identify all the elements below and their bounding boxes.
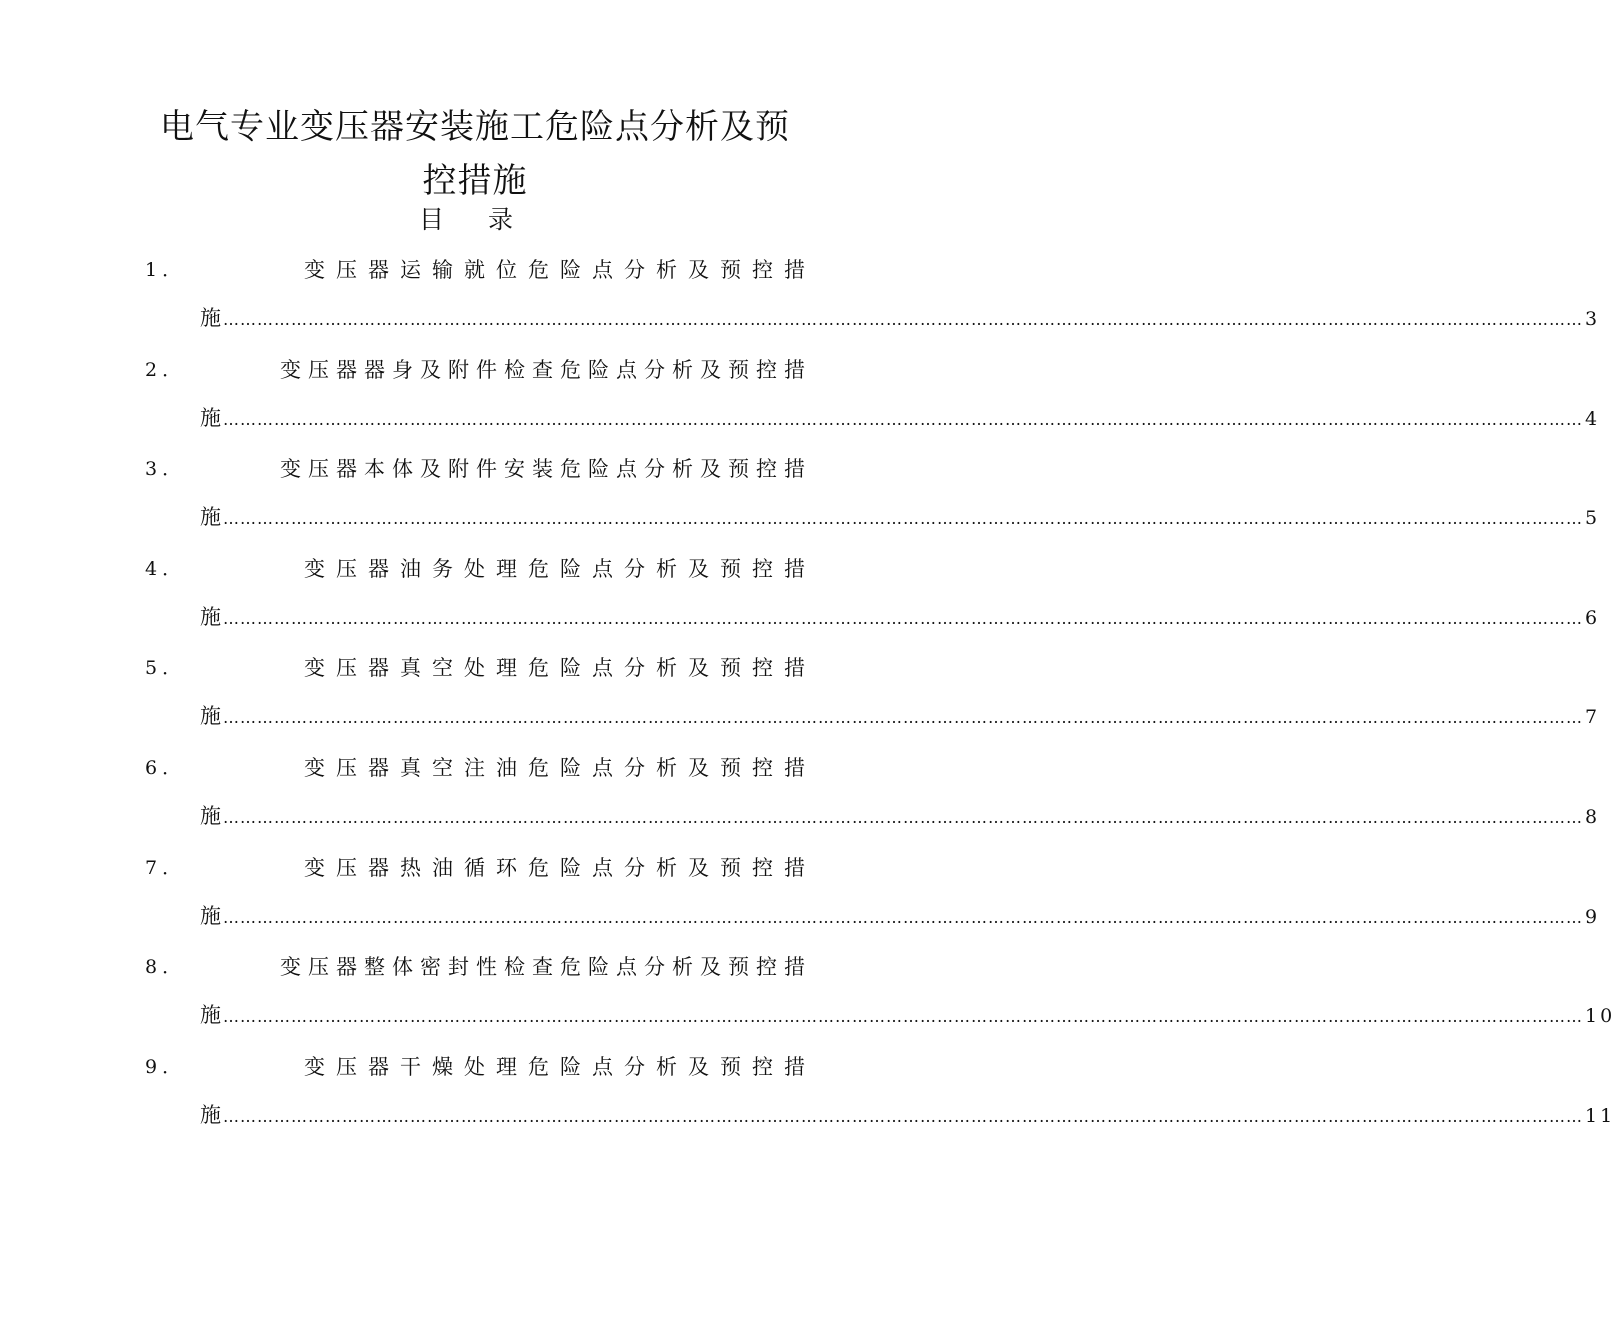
toc-leader-dots: …………………………………………………………………………………………………………………………………………………………………………………………………………………… (223, 409, 1583, 429)
toc-entry[interactable] (0, 748, 1601, 848)
toc-entry-number: 5． (145, 657, 187, 680)
toc-entry[interactable] (0, 350, 1601, 450)
toc-entry[interactable] (0, 947, 1615, 1047)
toc-entry-title-continued: 施 (200, 1003, 221, 1028)
toc-entry-title: 变压器油务处理危险点分析及预控措 (304, 556, 816, 581)
toc-entry-page: 10 (1585, 1005, 1615, 1028)
toc-entry-title: 变压器整体密封性检查危险点分析及预控措 (280, 955, 812, 980)
toc-entry-number: 8． (145, 956, 187, 979)
toc-entry-title-continued: 施 (200, 803, 221, 828)
toc-entry-title: 变压器真空处理危险点分析及预控措 (304, 656, 816, 681)
toc-entry-title: 变压器运输就位危险点分析及预控措 (304, 258, 816, 282)
toc-entry-page: 7 (1585, 706, 1601, 729)
toc-entry-page: 4 (1585, 407, 1601, 430)
toc-entry-page: 5 (1585, 507, 1601, 530)
toc-list (0, 250, 1615, 1146)
toc-entry[interactable] (0, 648, 1601, 748)
toc-entry-page: 11 (1585, 1104, 1615, 1127)
toc-entry-title-continued: 施 (200, 903, 221, 928)
toc-entry-title-continued: 施 (200, 306, 221, 330)
toc-entry-title-continued: 施 (200, 704, 221, 729)
toc-entry[interactable] (0, 449, 1601, 549)
toc-entry[interactable] (0, 250, 1601, 350)
toc-entry-page: 8 (1585, 805, 1601, 828)
toc-leader-dots: …………………………………………………………………………………………………………………………………………………………………………………………………………………… (223, 608, 1583, 628)
toc-entry-number: 2． (145, 358, 187, 381)
toc-entry[interactable] (0, 549, 1601, 649)
toc-entry-title-continued: 施 (200, 604, 221, 629)
toc-entry-page: 3 (1585, 308, 1601, 330)
toc-entry-number: 6． (145, 756, 187, 779)
toc-entry[interactable] (0, 848, 1601, 948)
toc-entry-page: 6 (1585, 606, 1601, 629)
toc-leader-dots: …………………………………………………………………………………………………………………………………………………………………………………………………………………… (223, 807, 1583, 827)
toc-entry-title-continued: 施 (200, 405, 221, 430)
document-title: 电气专业变压器安装施工危险点分析及预控措施 (160, 107, 790, 201)
toc-entry-title-continued: 施 (200, 1102, 221, 1127)
toc-entry-number: 1． (145, 259, 187, 281)
toc-entry[interactable] (0, 1047, 1615, 1147)
toc-entry-number: 4． (145, 557, 187, 580)
toc-leader-dots: …………………………………………………………………………………………………………………………………………………………………………………………………………………… (223, 1106, 1583, 1126)
toc-entry-number: 7． (145, 856, 187, 879)
toc-leader-dots: …………………………………………………………………………………………………………………………………………………………………………………………………………………… (223, 708, 1583, 728)
toc-entry-title: 变压器器身及附件检查危险点分析及预控措 (280, 357, 812, 382)
toc-entry-title: 变压器热油循环危险点分析及预控措 (304, 855, 816, 880)
toc-leader-dots: …………………………………………………………………………………………………………………………………………………………………………………………………………………… (223, 310, 1583, 329)
toc-heading: 目 录 (419, 205, 531, 234)
toc-entry-title: 变压器本体及附件安装危险点分析及预控措 (280, 457, 812, 482)
toc-entry-number: 9． (145, 1055, 187, 1078)
toc-entry-title-continued: 施 (200, 505, 221, 530)
toc-entry-title: 变压器真空注油危险点分析及预控措 (304, 755, 816, 780)
toc-entry-number: 3． (145, 458, 187, 481)
toc-leader-dots: …………………………………………………………………………………………………………………………………………………………………………………………………………………… (223, 509, 1583, 529)
toc-entry-page: 9 (1585, 905, 1601, 928)
toc-entry-title: 变压器干燥处理危险点分析及预控措 (304, 1054, 816, 1079)
toc-leader-dots: …………………………………………………………………………………………………………………………………………………………………………………………………………………… (223, 907, 1583, 927)
toc-leader-dots: …………………………………………………………………………………………………………………………………………………………………………………………………………………… (223, 1007, 1583, 1027)
